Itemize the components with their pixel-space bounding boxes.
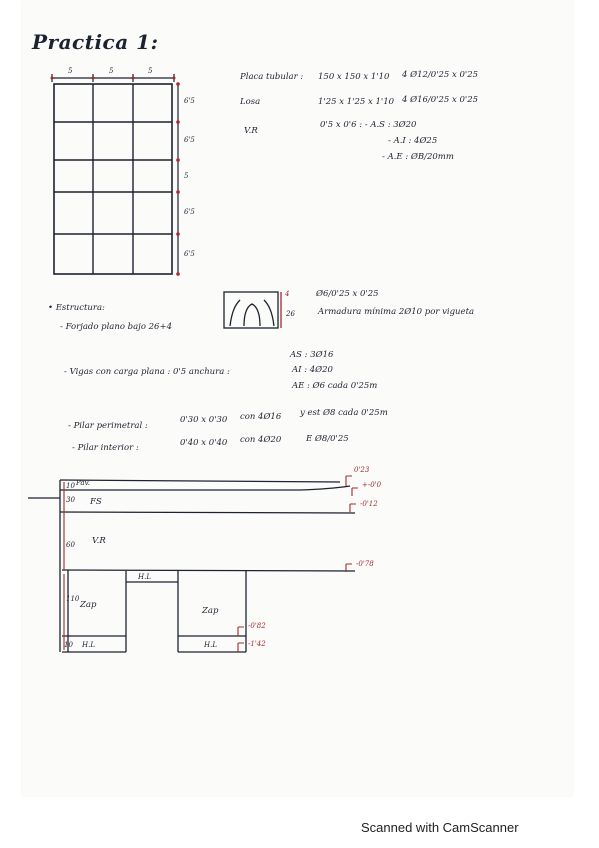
layer-label: Zap — [202, 606, 219, 616]
spec-rebar: 4 Ø12/0'25 x 0'25 — [402, 70, 479, 80]
layer-label: H.L — [82, 641, 95, 649]
spec-line: - A.E : ØB/20mm — [382, 152, 454, 162]
pilar-interior: - Pilar interior : — [72, 443, 139, 453]
span-label: 6'5 — [184, 208, 195, 216]
floor-plan-grid — [54, 84, 172, 274]
spec-label: Losa — [240, 97, 261, 107]
spec-rebar: 4 Ø16/0'25 x 0'25 — [402, 95, 479, 105]
spec-line: - A.I : 4Ø25 — [388, 136, 438, 146]
elevation-markers — [64, 476, 358, 652]
span-label: 6'5 — [184, 136, 195, 144]
span-label: 5 — [148, 67, 153, 75]
elevation-label: 0'23 — [354, 466, 370, 474]
elevation-label: -0'78 — [356, 560, 374, 568]
spec-value: 0'5 x 0'6 : - A.S : 3Ø20 — [320, 120, 417, 130]
layer-label: FS — [90, 497, 102, 507]
dim-label: 30 — [66, 496, 75, 504]
page-title: Practica 1: — [32, 30, 159, 54]
pilar-perimetral-dims: 0'30 x 0'30 — [180, 415, 228, 425]
dim-label: 60 — [66, 541, 75, 549]
elevation-label: -0'82 — [248, 622, 266, 630]
pilar-perimetral-est: y est Ø8 cada 0'25m — [300, 408, 388, 418]
pilar-interior-rebar: con 4Ø20 — [240, 435, 282, 445]
pilar-perimetral: - Pilar perimetral : — [68, 421, 148, 431]
structure-heading: • Estructura: — [48, 303, 105, 313]
slab-section-sketch — [224, 292, 281, 328]
spec-label: V.R — [244, 126, 258, 136]
span-label: 5 — [109, 67, 114, 75]
layer-label: H.L — [138, 573, 151, 581]
slab-rebar: Ø6/0'25 x 0'25 — [316, 289, 379, 299]
dim-label: 10 — [66, 482, 75, 490]
spec-label: Placa tubular : — [240, 72, 304, 82]
span-label: 6'5 — [184, 97, 195, 105]
span-label: 6'5 — [184, 250, 195, 258]
slab-dim: 4 — [285, 290, 290, 298]
span-label: 5 — [184, 172, 189, 180]
scanner-watermark: Scanned with CamScanner — [361, 820, 519, 835]
armadura-text: Armadura mínima 2Ø10 por vigueta — [318, 307, 475, 317]
forjado-text: - Forjado plano bajo 26+4 — [60, 322, 172, 332]
slab-dim: 26 — [286, 310, 295, 318]
elevation-label: +-0'0 — [362, 481, 382, 489]
pilar-interior-est: E Ø8/0'25 — [306, 434, 349, 444]
pilar-interior-dims: 0'40 x 0'40 — [180, 438, 228, 448]
layer-label: Pav. — [76, 479, 90, 487]
layer-label: V.R — [92, 536, 106, 546]
elevation-label: -0'12 — [360, 500, 378, 508]
layer-label: Zap — [80, 600, 97, 610]
dim-label: 10 — [64, 641, 73, 649]
spec-value: 1'25 x 1'25 x 1'10 — [318, 97, 395, 107]
building-section — [28, 480, 355, 652]
dimension-ticks — [51, 77, 180, 276]
vigas-text: - Vigas con carga plana : 0'5 anchura : — [64, 367, 230, 377]
spec-value: 150 x 150 x 1'10 — [318, 72, 390, 82]
vigas-ai: AI : 4Ø20 — [292, 365, 333, 375]
span-label: 5 — [68, 67, 73, 75]
pilar-perimetral-rebar: con 4Ø16 — [240, 412, 282, 422]
dim-label: 110 — [66, 595, 80, 603]
vigas-as: AS : 3Ø16 — [290, 350, 334, 360]
vigas-ae: AE : Ø6 cada 0'25m — [292, 381, 378, 391]
elevation-label: -1'42 — [248, 640, 266, 648]
layer-label: H.L — [204, 641, 217, 649]
